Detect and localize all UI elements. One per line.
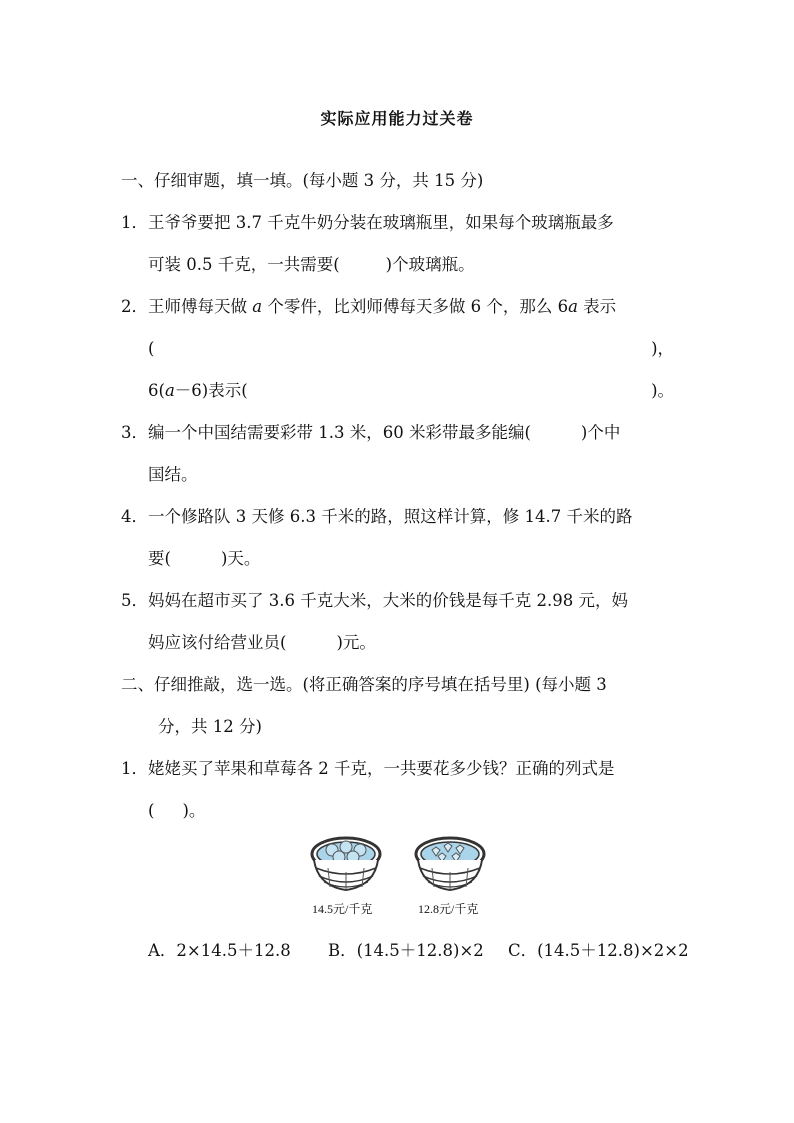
question-5-line1: 妈妈在超市买了 3.6 千克大米，大米的价钱是每千克 2.98 元，妈: [148, 591, 628, 610]
question-s2-1-line2: [148, 800, 205, 822]
question-text: 编一个中国结需要彩带 1.3 米，60 米彩带最多能编(: [148, 423, 531, 442]
question-number: 1．: [121, 213, 148, 232]
fruit-baskets-illustration: [300, 832, 500, 922]
question-number: 5．: [121, 591, 148, 610]
question-text: )。: [651, 381, 674, 400]
question-2-line3: [148, 380, 674, 402]
section2-heading-cont: 分，共 12 分): [158, 717, 262, 736]
question-text: )天。: [220, 549, 261, 568]
question-number: 2．: [121, 297, 148, 316]
apple-basket-icon: [306, 832, 386, 894]
variable-a: a: [252, 297, 263, 316]
question-text: )。: [182, 801, 206, 820]
question-5-line2: [148, 632, 376, 654]
question-text: (: [148, 801, 155, 820]
question-2-line1: [148, 296, 674, 318]
section2-heading: 二、仔细推敲，选一选。(将正确答案的序号填在括号里) (每小题 3: [121, 675, 607, 694]
option-c[interactable]: C．(14.5＋12.8)×2×2: [508, 941, 689, 960]
question-text: 表示: [577, 297, 617, 316]
page-title: 实际应用能力过关卷: [320, 109, 474, 128]
option-b[interactable]: B．(14.5＋12.8)×2: [328, 941, 484, 960]
question-number: 3．: [121, 423, 148, 442]
question-text: 妈应该付给营业员(: [148, 633, 287, 652]
question-4-line1: 一个修路队 3 天修 6.3 千米的路，照这样计算，修 14.7 千米的路: [148, 507, 633, 526]
variable-a: a: [568, 297, 578, 316]
question-s2-1-line1: 姥姥买了苹果和草莓各 2 千克，一共要花多少钱？正确的列式是: [148, 759, 615, 778]
section1-heading: 一、仔细审题，填一填。(每小题 3 分，共 15 分): [121, 171, 484, 190]
apple-price-label: 14.5元/千克: [312, 902, 373, 916]
strawberry-basket-icon: [410, 832, 490, 894]
question-3-line1: [148, 422, 674, 444]
question-text: )，: [651, 339, 674, 358]
question-text: (: [148, 339, 155, 358]
question-text: )个中: [580, 423, 621, 442]
question-1-line2: [148, 254, 475, 276]
question-4-line2: [148, 548, 260, 570]
question-text: 王爷爷要把 3.7 千克牛奶分装在玻璃瓶里，如果每个玻璃瓶最多: [148, 213, 614, 232]
question-number: 1．: [121, 759, 148, 778]
question-1-line1: [148, 212, 674, 234]
question-text: 要(: [148, 549, 171, 568]
question-text: 可装 0.5 千克，一共需要(: [148, 255, 340, 274]
question-2-line2: [148, 338, 674, 360]
question-3-line2: 国结。: [148, 465, 198, 484]
question-text: )个玻璃瓶。: [385, 255, 475, 274]
strawberry-price-label: 12.8元/千克: [418, 902, 479, 916]
question-text: 个零件，比刘师傅每天多做 6 个，那么 6: [262, 297, 569, 316]
question-number: 4．: [121, 507, 148, 526]
variable-a: a: [164, 381, 175, 400]
question-text: 6(: [148, 381, 165, 400]
question-text: )元。: [336, 633, 376, 652]
option-a[interactable]: A．2×14.5＋12.8: [148, 941, 291, 960]
question-text: 王师傅每天做: [148, 297, 253, 316]
question-text: －6)表示(: [174, 381, 248, 400]
